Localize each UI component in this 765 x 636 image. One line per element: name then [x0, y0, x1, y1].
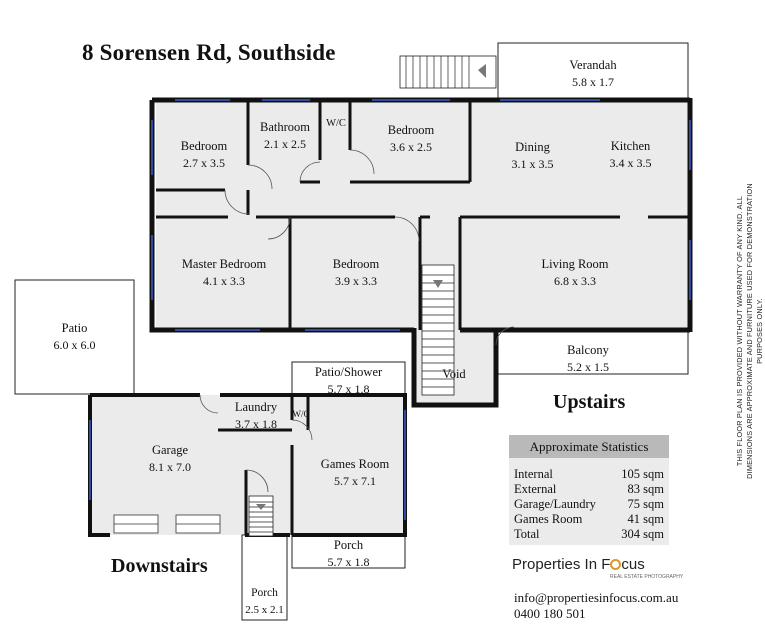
room-wc-downstairs: W/C: [292, 409, 310, 419]
room-wc-upstairs: W/C: [326, 118, 346, 129]
room-patio: Patio 6.0 x 6.0: [53, 321, 96, 352]
disclaimer-text: THIS FLOOR PLAN IS PROVIDED WITHOUT WARRANTY OF ANY KIND. ALL DIMENSIONS ARE APPROXIMATE AND FURNITURE USED FOR DEMONSTRATION PURPOSES ONLY.: [735, 183, 764, 479]
brand-logo: Properties In F cus: [512, 556, 645, 573]
room-balcony: Balcony 5.2 x 1.5: [567, 343, 609, 374]
room-void: Void: [442, 367, 466, 381]
room-living: Living Room 6.8 x 3.3: [541, 257, 609, 288]
room-kitchen: Kitchen 3.4 x 3.5: [609, 139, 652, 170]
room-patio-shower: Patio/Shower 5.7 x 1.8: [314, 365, 383, 396]
downstairs-label: Downstairs: [111, 555, 208, 577]
room-bedroom-1: Bedroom 2.7 x 3.5: [180, 139, 228, 170]
room-bathroom: Bathroom 2.1 x 2.5: [260, 120, 310, 151]
plan-title: 8 Sorensen Rd, Southside: [82, 40, 336, 65]
room-laundry: Laundry 3.7 x 1.8: [234, 400, 278, 431]
room-master-bedroom: Master Bedroom 4.1 x 3.3: [181, 257, 267, 288]
room-porch-rear: Porch 5.7 x 1.8: [327, 538, 370, 569]
brand-tagline: REAL ESTATE PHOTOGRAPHY: [610, 574, 684, 580]
room-porch-front: Porch 2.5 x 2.1: [245, 587, 284, 616]
room-bedroom-3: Bedroom 3.9 x 3.3: [332, 257, 380, 288]
contact-phone: 0400 180 501: [514, 606, 586, 621]
contact-email[interactable]: info@propertiesinfocus.com.au: [514, 590, 679, 605]
upstairs-label: Upstairs: [553, 391, 626, 413]
focus-lens-icon: [610, 559, 621, 570]
room-dining: Dining 3.1 x 3.5: [511, 140, 554, 171]
room-bedroom-2: Bedroom 3.6 x 2.5: [387, 123, 435, 154]
stats-heading: Approximate Statistics: [509, 435, 669, 458]
room-verandah: Verandah 5.8 x 1.7: [569, 58, 617, 89]
room-garage: Garage 8.1 x 7.0: [149, 443, 191, 474]
room-games: Games Room 5.7 x 7.1: [320, 457, 390, 488]
